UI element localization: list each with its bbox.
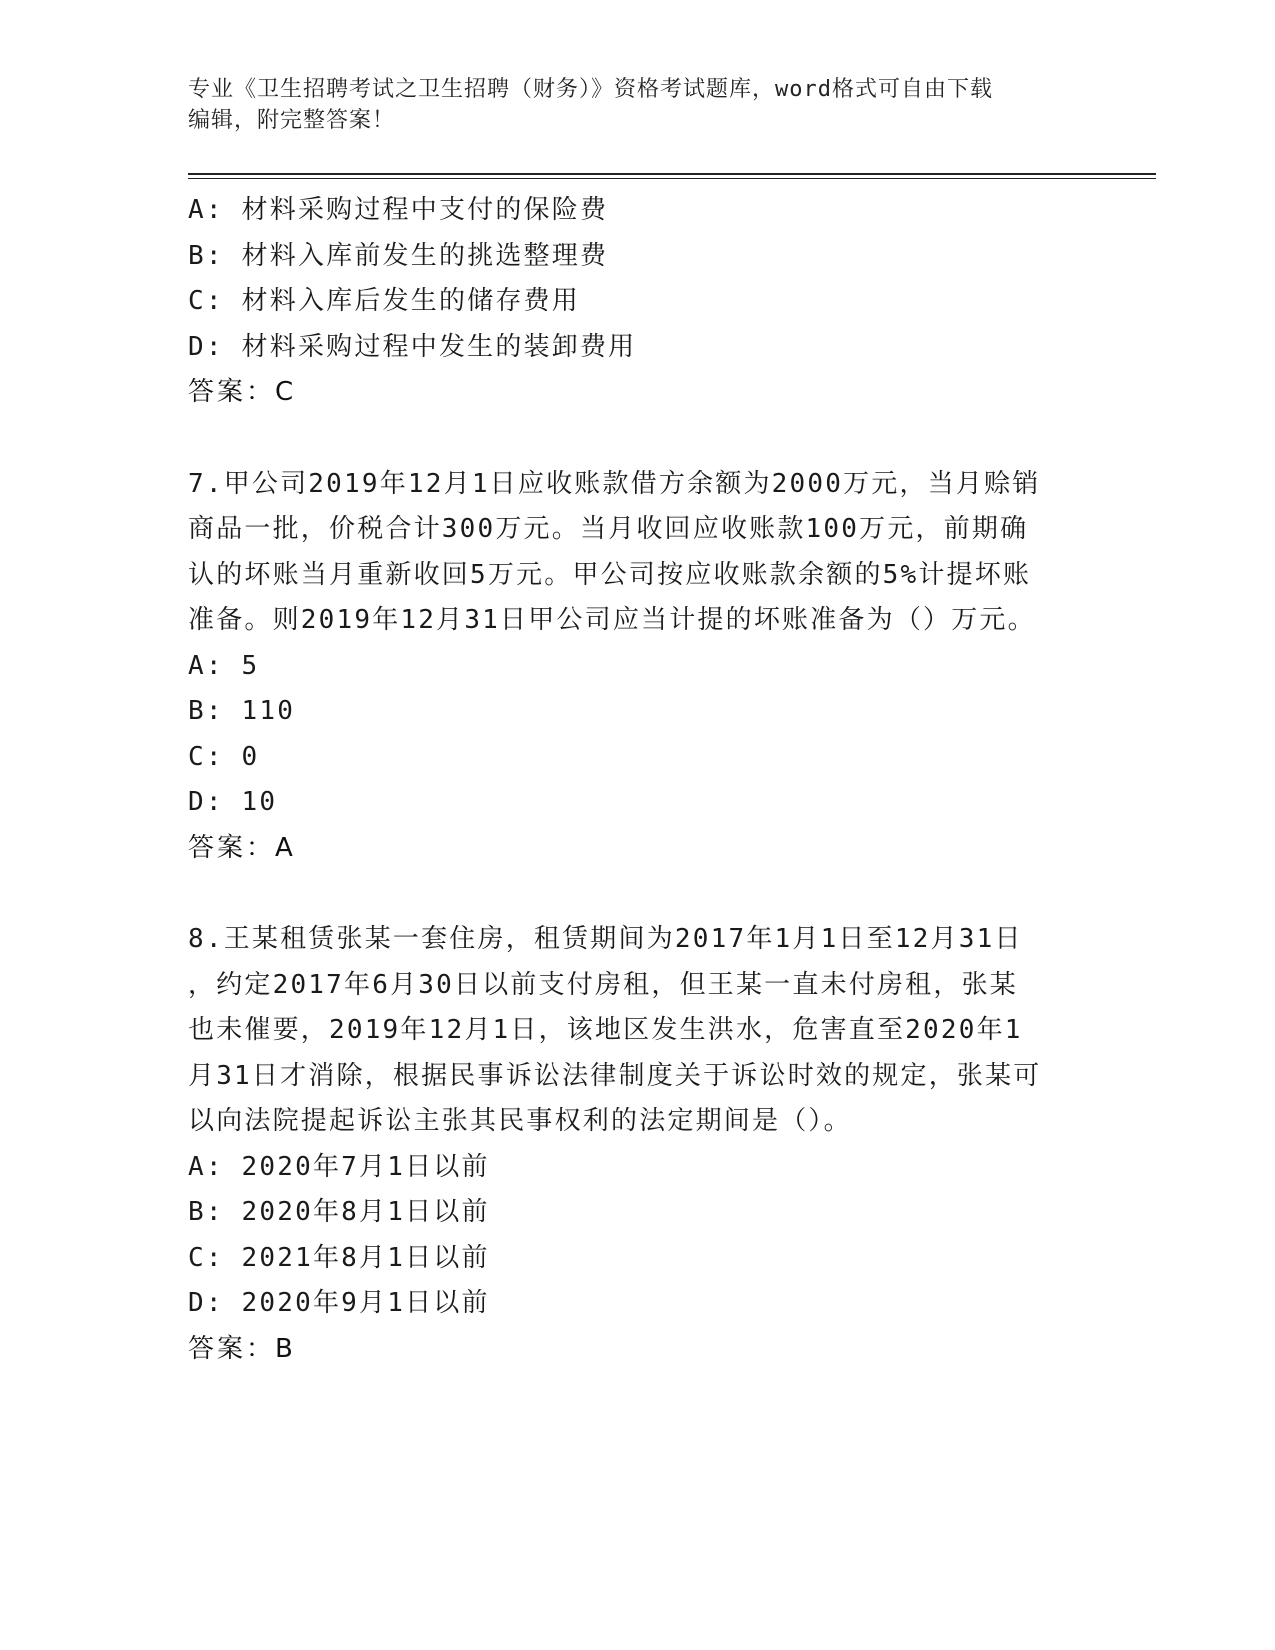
question-6 — [188, 188, 1088, 416]
document-header — [188, 74, 1088, 136]
option-b: B: 材料入库前发生的挑选整理费 — [188, 240, 609, 271]
option-b: B: 110 — [188, 696, 296, 726]
answer-line: 答案：B — [188, 1333, 296, 1364]
option-a: A: 5 — [188, 650, 260, 681]
option-c: C: 2021年8月1日以前 — [188, 1242, 490, 1273]
header-divider-thick — [188, 173, 1156, 175]
question-stem-line: 8.王某租赁张某一套住房，租赁期间为2017年1月1日至12月31日 — [188, 924, 1023, 954]
question-stem-line: ，约定2017年6月30日以前支付房租，但王某一直未付房租，张某 — [188, 969, 1018, 1000]
question-content — [188, 188, 1088, 1372]
header-divider-thin — [188, 178, 1156, 179]
option-d: D: 10 — [188, 787, 278, 817]
question-stem-line: 以向法院提起诉讼主张其民事权利的法定期间是（）。 — [188, 1106, 852, 1136]
spacer — [188, 416, 1088, 462]
option-d: D: 2020年9月1日以前 — [188, 1288, 490, 1318]
header-line-2: 编辑，附完整答案！ — [188, 108, 396, 133]
question-8 — [188, 917, 1088, 1372]
question-stem-line: 认的坏账当月重新收回5万元。甲公司按应收账款余额的5%计提坏账 — [188, 559, 1032, 590]
question-stem-line: 7.甲公司2019年12月1日应收账款借方余额为2000万元，当月赊销 — [188, 468, 1041, 499]
spacer — [188, 871, 1088, 917]
question-stem-line: 也未催要，2019年12月1日，该地区发生洪水，危害直至2020年1 — [188, 1015, 1023, 1045]
answer-line: 答案：A — [188, 832, 296, 863]
question-7 — [188, 462, 1088, 872]
question-stem-line: 月31日才消除，根据民事诉讼法律制度关于诉讼时效的规定，张某可 — [188, 1060, 1042, 1091]
option-c: C: 材料入库后发生的储存费用 — [188, 286, 580, 316]
header-line-1: 专业《卫生招聘考试之卫生招聘（财务）》资格考试题库，word格式可自由下载 — [188, 77, 993, 102]
answer-line: 答案：C — [188, 377, 297, 407]
question-stem-line: 准备。则2019年12月31日甲公司应当计提的坏账准备为（）万元。 — [188, 605, 1036, 635]
option-a: A: 材料采购过程中支付的保险费 — [188, 195, 609, 225]
option-a: A: 2020年7月1日以前 — [188, 1151, 490, 1182]
option-b: B: 2020年8月1日以前 — [188, 1197, 490, 1227]
question-stem-line: 商品一批，价税合计300万元。当月收回应收账款100万元，前期确 — [188, 514, 1029, 544]
option-c: C: 0 — [188, 741, 260, 772]
option-d: D: 材料采购过程中发生的装卸费用 — [188, 331, 637, 362]
